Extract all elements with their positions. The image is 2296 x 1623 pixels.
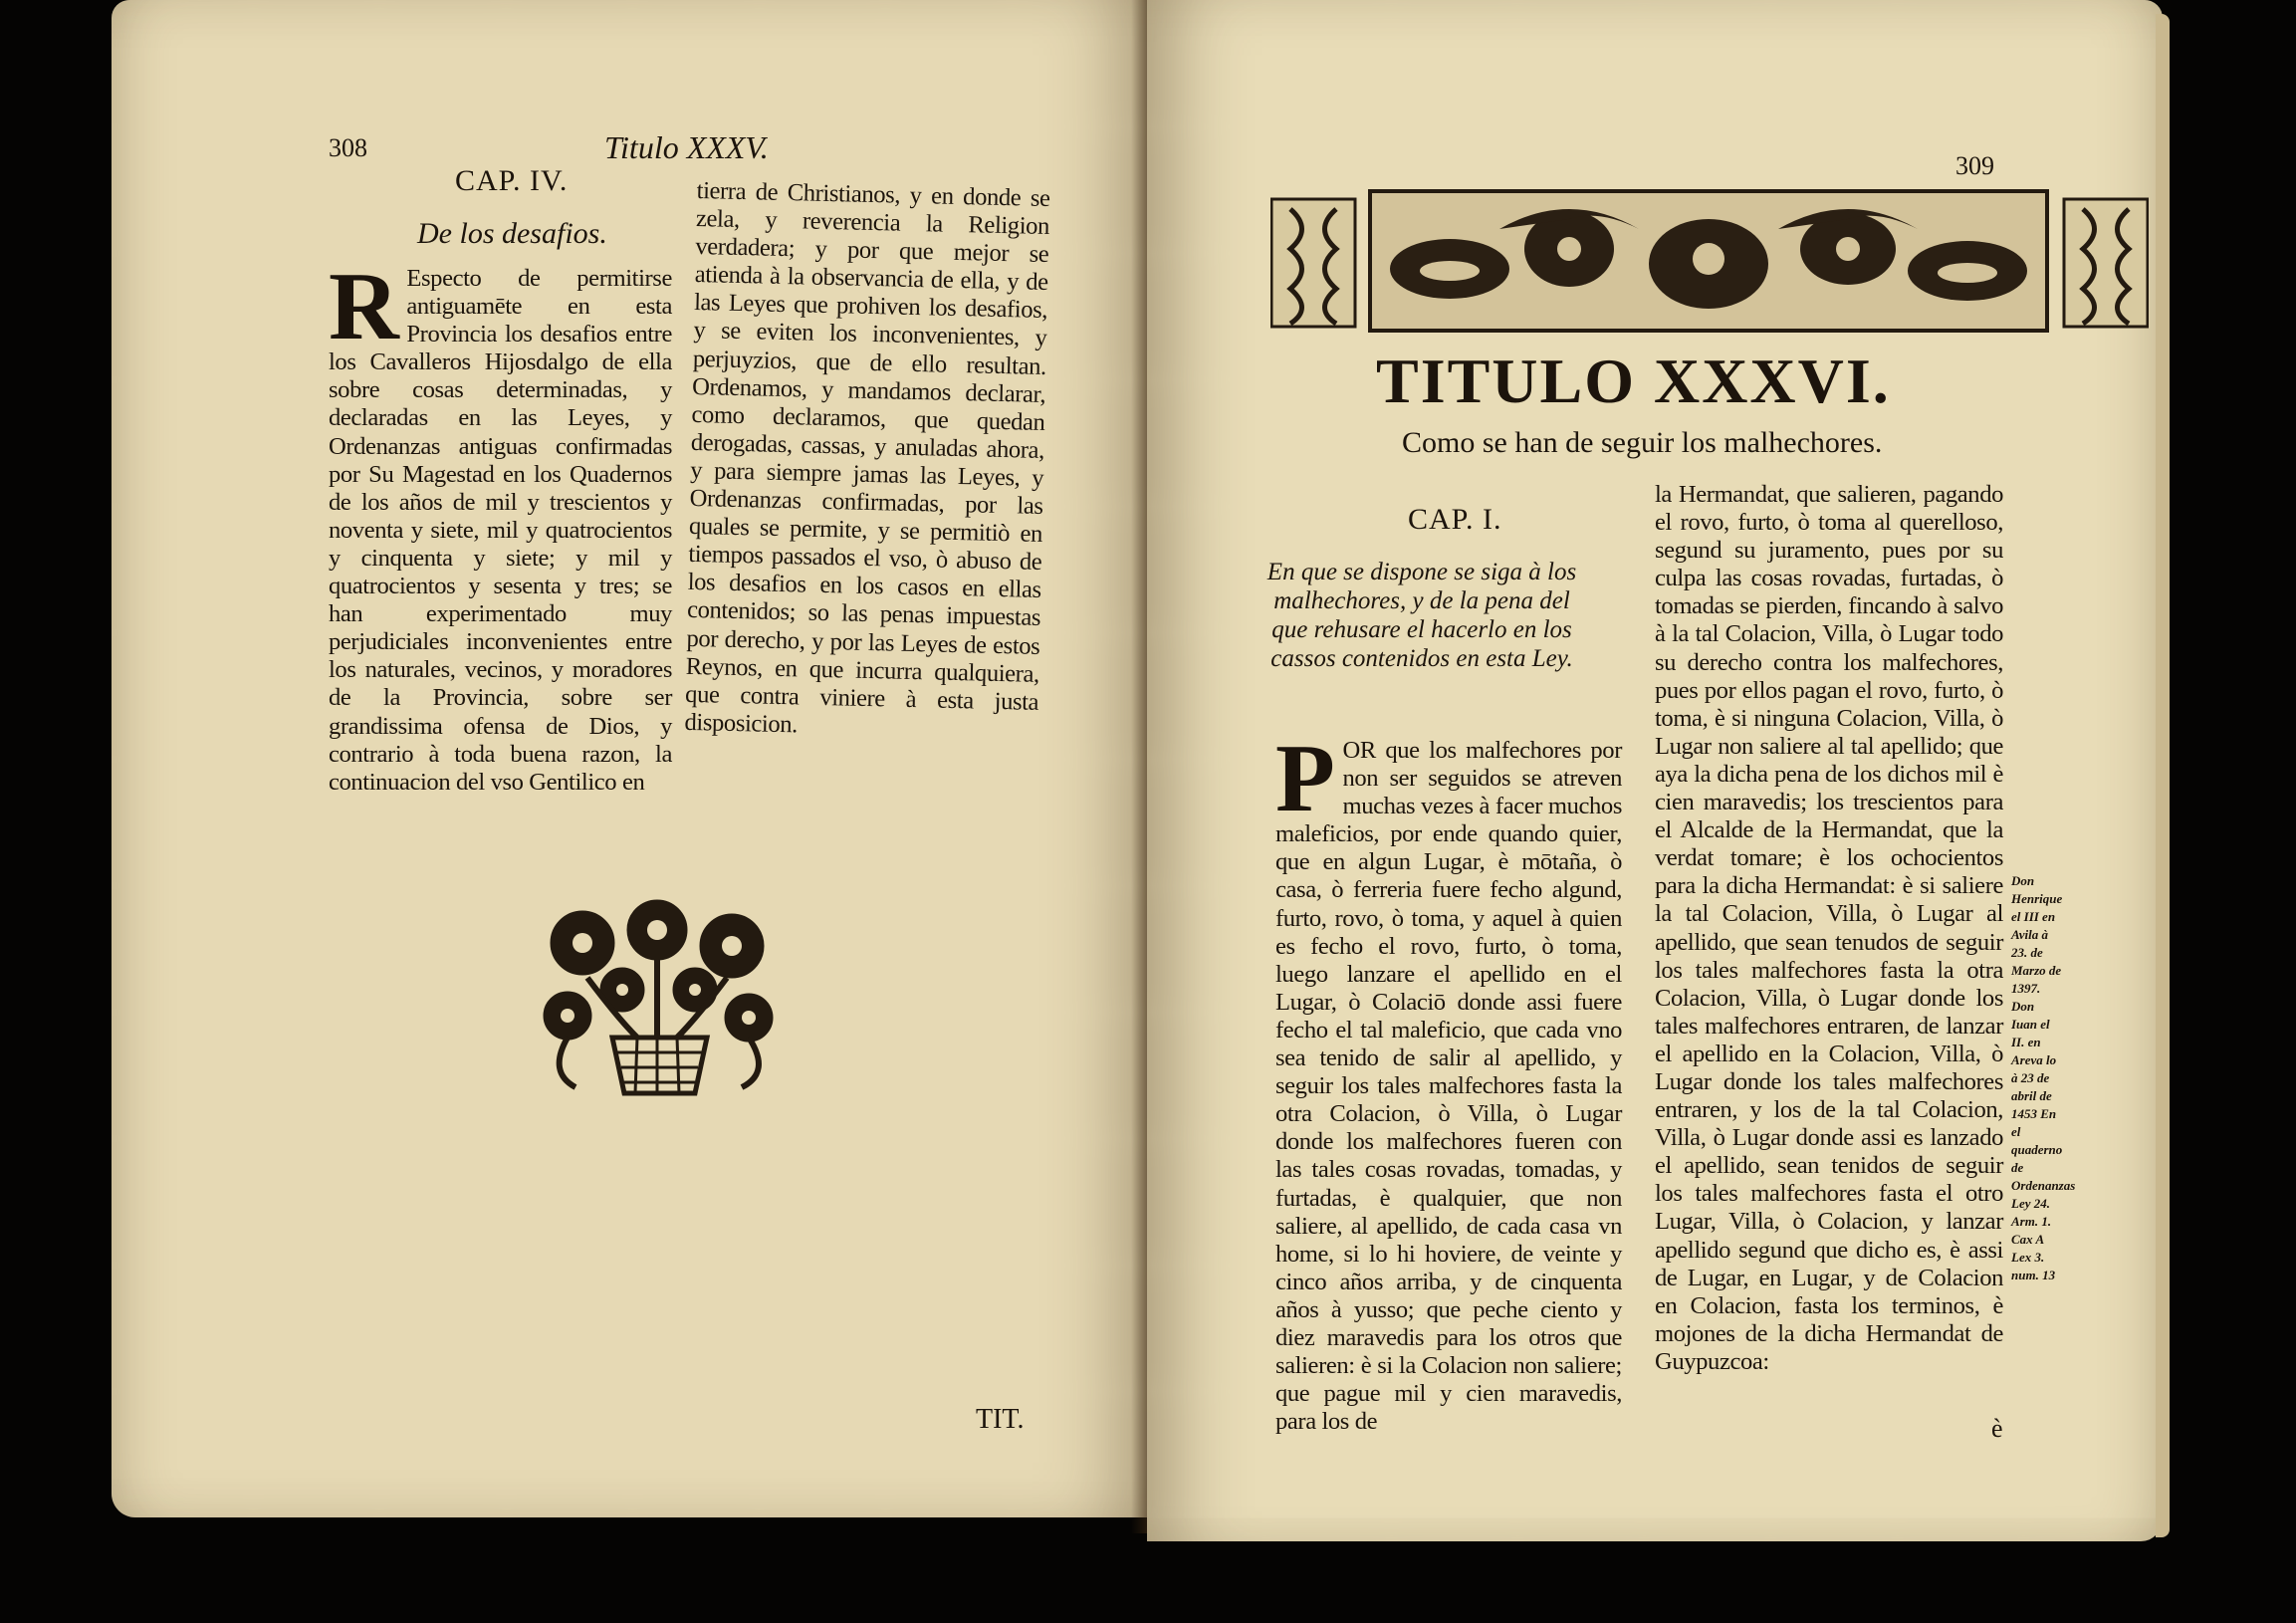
body-text: Especto de permitirse antiguamēte en esta Provincia los desafios entre los Cavalleros Hijosdalgo de ella sobre cosas determinadas, y declaradas en las Leyes, y Ordenanzas antiguas confirmadas por Su Magestad en los Quadernos de los años de mil y trescientos y noventa y siete, mil y quatrocientos y cinquenta y siete; y mil y quatrocientos y sesenta y tres; se han experimentado muy perjudiciales inconvenientes entre los naturales, vecinos, y moradores de la Provincia, sobre ser grandissima ofensa de Dios, y contrario à toda buena razon, la continuacion del vso Gentilico en (329, 265, 672, 796)
section-heading: De los desafios. (417, 217, 607, 250)
right-page (1147, 0, 2163, 1541)
page-number: 309 (1955, 151, 1994, 180)
page-number: 308 (329, 133, 367, 162)
body-text: tierra de Christianos, y en donde se zela, y reverencia la Religion verdadera; y por que mejor se atienda à la observancia de ella, y de las Leyes que prohiven los desafios, y se eviten los inconvenientes, y perjuyzios, que de ello resultan. Ordenamos, y mandamos declarar, como declaramos, que quedan derogadas, cassas, y anuladas ahora, y para siempre jamas las Leyes, y Ordenanzas confirmadas, por las quales se permite, y se permitiò en tiempos passados el vso, ò abuso de los desafios en los casos en ellas contenidos; so las penas impuestas por derecho, y por las Leyes de estos Reynos, en que incurra qualquiera, que contra viniere à esta justa disposicion. (684, 177, 1050, 739)
subtitle: Como se han de seguir los malhechores. (1402, 426, 1883, 459)
catchword: TIT. (976, 1404, 1025, 1435)
left-page (112, 0, 1147, 1517)
chapter-heading: CAP. IV. (455, 164, 569, 197)
running-head: Titulo XXXV. (604, 129, 769, 165)
chapter-summary: En que se dispone se siga à los malhechores, y de la pena del que rehusare el hacerlo en los cassos contenidos en esta Ley. (1266, 559, 1577, 672)
flower-basket-ornament-icon (528, 898, 789, 1097)
page-edge (2156, 14, 2170, 1537)
margin-note: Don Henrique el III en Avila à 23. de Marzo de 1397. Don Iuan el II. en Areva lo à 23 de abril de 1453 En el quaderno de Ordenanzas Ley 24. Arm. 1. Cax A Lex 3. num. 13 (2011, 873, 2076, 1282)
title: TITULO XXXVI. (1376, 346, 1891, 416)
headpiece-ornament-icon (1270, 189, 2149, 337)
left-column-2 (684, 177, 1050, 745)
right-column-1 (1275, 725, 1622, 1436)
drop-cap: P (1275, 725, 1335, 832)
catchword: è (1991, 1414, 2003, 1443)
chapter-heading: CAP. I. (1408, 503, 1502, 536)
body-text: OR que los malfechores por non ser seguidos se atreven muchas vezes à facer muchos maleficios, por ende quando quier, que en algun Lugar, è mōtaña, ò casa, ò ferreria fuere fecho algund, furto, rovo, ò toma, y aquel à quien es fecho el rovo, furto, ò toma, luego lanzare el apellido en el Lugar, ò Colaciō donde assi fuere fecho el tal maleficio, que cada vno sea tenido de salir al apellido, y seguir los tales malfechores fasta la otra Colacion, ò Villa, ò Lugar donde los malfechores fueren con las tales cosas rovadas, tomadas, y furtadas, è qualquier, que non saliere, al apellido, de cada casa vn home, si lo hi hoviere, de veinte y cinco años arriba, y de cinquenta años à yusso; que peche ciento y diez maravedis para los otros que salieren: è si la Colacion non saliere; que pague mil y cien maravedis, para los de (1275, 737, 1622, 1436)
body-text: la Hermandat, que salieren, pagando el rovo, furto, ò toma al querelloso, segund su juramento, pues por su culpa las cosas rovadas, furtadas, ò tomadas se pierden, fincando à salvo à la tal Colacion, Villa, ò Lugar todo su derecho contra los malfechores, pues por ellos pagan el rovo, furto, ò toma, è si ninguna Colacion, Villa, ò Lugar non saliere al tal apellido; que aya la dicha pena de los dichos mil è cien maravedis; los trescientos para el Alcalde de la Hermandat, que la verdat tomare; è los ochocientos para la dicha Hermandat: è si saliere la tal Colacion, Villa, ò Lugar al apellido, que sean tenudos de seguir los tales malfechores fasta la otra Colacion, Villa, ò Lugar donde los tales malfechores entraren, de lanzar el apellido en la Colacion, Villa, ò Lugar donde los tales malfechores entraren, y los de la tal Colacion, Villa, ò Lugar donde assi es lanzado el apellido, sean tenidos de seguir los tales malfechores fasta el otro Lugar, Villa, ò Colacion, y lanzar apellido segund que dicho es, è assi de Lugar, en Lugar, y de Colacion en Colacion, fasta los terminos, è mojones de la dicha Hermandat de Guypuzcoa: (1655, 481, 2003, 1375)
left-column-1 (329, 253, 672, 797)
right-column-2 (1655, 481, 2003, 1376)
drop-cap: R (329, 253, 399, 360)
